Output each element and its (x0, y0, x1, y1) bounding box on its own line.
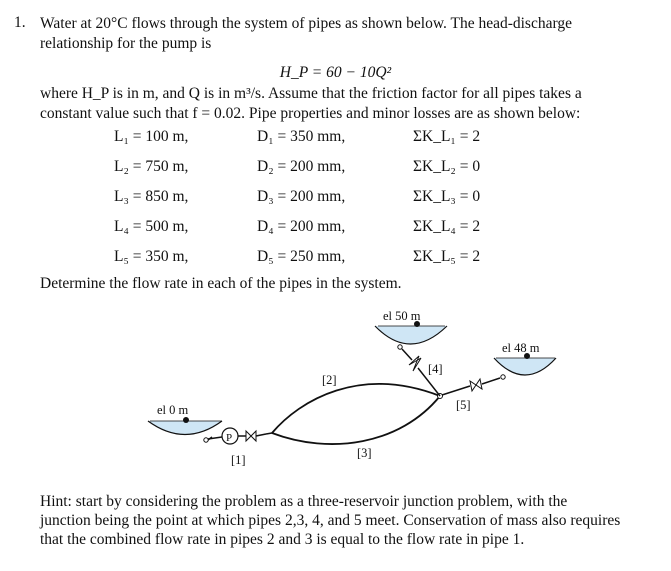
pipe-1-length: L₁ = 100 m, (114, 128, 189, 145)
intro-line-2: relationship for the pump is (40, 35, 212, 52)
pipe-3-minor-loss: ΣK_L₃ = 0 (413, 188, 481, 205)
pipe-4 (402, 349, 412, 360)
pipe-4-diameter: D₄ = 200 mm, (257, 218, 346, 235)
pipe-1-diameter: D₁ = 350 mm, (257, 128, 346, 145)
pipe-2-length: L₂ = 750 m, (114, 158, 189, 175)
hint-paragraph (40, 492, 660, 549)
pipe-2-label: [2] (322, 373, 337, 387)
reservoir-right (494, 358, 556, 375)
reservoir-left-marker (183, 417, 189, 423)
valve-pipe-1-icon (246, 431, 256, 441)
pipe-5-diameter: D₅ = 250 mm, (257, 248, 346, 265)
hint-line-3: that the combined flow rate in pipes 2 and 3 is equal to the flow rate in pipe 1. (40, 531, 525, 548)
problem-number: 1. (14, 14, 26, 31)
pipe-2-diameter: D₂ = 200 mm, (257, 158, 346, 175)
hint-line-2: junction being the point at which pipes 2,3, 4, and 5 meet. Conservation of mass also requires (40, 512, 621, 529)
reservoir-right-elevation: el 48 m (502, 341, 540, 355)
reservoir-top (375, 326, 447, 344)
pipe-3-label: [3] (357, 446, 372, 460)
pipe-3-length: L₃ = 850 m, (114, 188, 189, 205)
pipe-4-minor-loss: ΣK_L₄ = 2 (413, 218, 481, 235)
pump-label: P (226, 432, 233, 444)
pump-equation: H_P = 60 − 10Q² (279, 64, 392, 81)
pipe-4-length: L₄ = 500 m, (114, 218, 189, 235)
reservoir-left (148, 421, 222, 435)
where-line: where H_P is in m, and Q is in m³/s. Assume that the friction factor for all pipes takes a (40, 85, 582, 102)
reservoir-top-elevation: el 50 m (383, 309, 421, 323)
pipe-4-label: [4] (428, 362, 443, 376)
hint-line-1: Hint: start by considering the problem as a three-reservoir junction problem, with the (40, 493, 568, 510)
pipe-2-minor-loss: ΣK_L₂ = 0 (413, 158, 481, 175)
valve-pipe-5-icon (470, 379, 482, 391)
pipe-5-length: L₅ = 350 m, (114, 248, 189, 265)
pipe-2 (272, 384, 440, 433)
pipe-1-minor-loss: ΣK_L₁ = 2 (413, 128, 481, 145)
reservoir-left-elevation: el 0 m (157, 403, 189, 417)
pipe-1-label: [1] (231, 453, 246, 467)
pipe-5-label: [5] (456, 398, 471, 412)
intro-line-1: Water at 20°C flows through the system of pipes as shown below. The head-discharge (40, 15, 572, 32)
pipe-3 (272, 396, 440, 444)
pipe-5 (442, 386, 470, 395)
pipe-5-minor-loss: ΣK_L₅ = 2 (413, 248, 481, 265)
pipe-3-diameter: D₃ = 200 mm, (257, 188, 346, 205)
question-line: Determine the flow rate in each of the pipes in the system. (40, 275, 402, 292)
constant-line: constant value such that f = 0.02. Pipe properties and minor losses are as shown below: (40, 105, 581, 122)
